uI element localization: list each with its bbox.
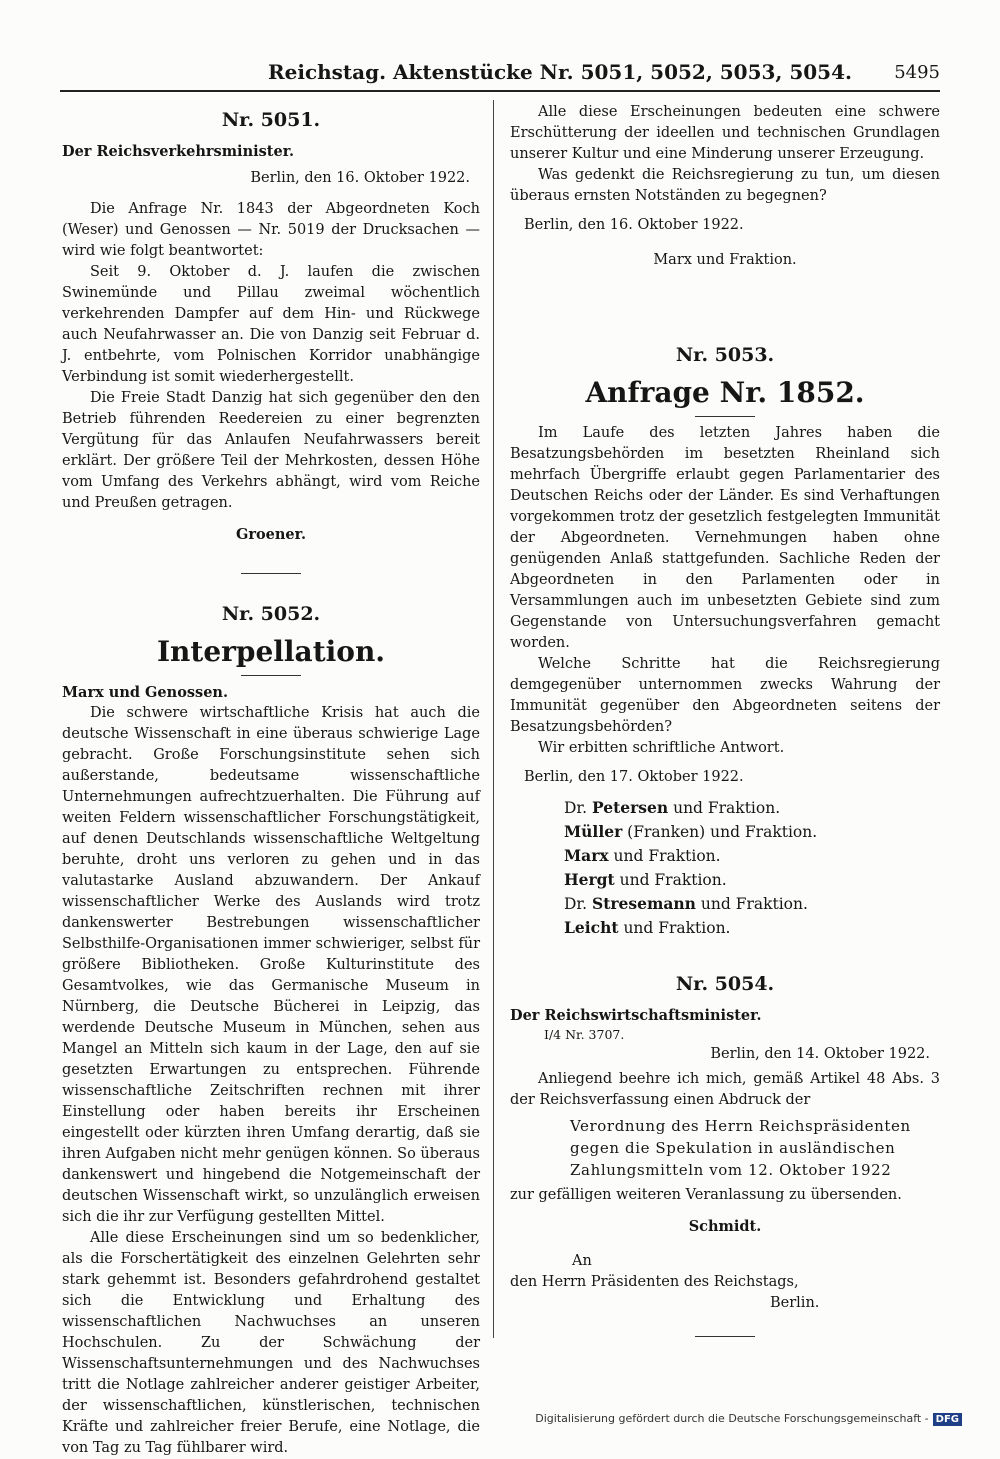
- doc-5052-place-date: Berlin, den 16. Oktober 1922.: [524, 217, 744, 233]
- doc-5053-signatories: [510, 796, 940, 940]
- doc-5054-closing: zur gefälligen weiteren Veranlassung zu übersenden.: [510, 1187, 902, 1203]
- doc-5052-continuation: Was gedenkt die Reichsregierung zu tun, um diesen überaus ernsten Notständen zu begegnen?: [510, 167, 940, 204]
- doc-5053-paragraph: Welche Schritte hat die Reichsregierung demgegenüber unternommen zwecks Wahrung der Immunität gegenüber den Abgeordneten seitens der Besatzungsbehörden?: [510, 656, 940, 735]
- signatory-line: Marx und Fraktion.: [564, 846, 721, 865]
- doc-5052-title: Interpellation.: [156, 635, 386, 668]
- doc-5052-signature: Marx und Fraktion.: [653, 252, 797, 268]
- doc-5052-paragraph: Die schwere wirtschaftliche Krisis hat auch die deutsche Wissenschaft in eine überaus schwierige Lage gebracht. Große Forschungsinstitute sehen sich außerstande, bedeutsame wissenschaftliche Unternehmungen aufrechtzuerhalten. Die Führung auf weiten Feldern wissenschaftlicher Forschungstätigkeit, auf denen Deutschlands wissenschaftliche Weltgeltung beruhte, droht uns verloren zu gehen und in das valutastarke Ausland abzuwandern. Der Ankauf wissenschaftlicher Werke des Auslands wird trotz dankenswerter Bestrebungen wissenschaftlicher Selbsthilfe-Organisationen immer schwieriger, selbst für größere Bibliotheken. Große Kulturinstitute des Gesamtvolkes, wie das Germanische Museum in Nürnberg, die Deutsche Bücherei in Leipzig, das werdende Deutsche Museum in München, sehen aus Mangel an Mitteln sich kaum in der Lage, den auf sie gesetzten Erwartungen zu entsprechen. Führende wissenschaftliche Zeitschriften rechnen mit ihrer Einstellung oder haben bereits ihr Erscheinen eingestellt oder kürzten ihren Umfang derartig, daß sie ihren Aufgaben nicht mehr genügen können. So überaus dankenswert und hingebend die Notgemeinschaft der deutschen Wissenschaft wirkt, so unzulänglich erweisen sich die ihr zur Verfügung gestellten Mittel.: [62, 705, 480, 1225]
- signatory-line: Hergt und Fraktion.: [564, 870, 727, 889]
- doc-5051-paragraph: Die Freie Stadt Danzig hat sich gegenüber den den Betrieb führenden Reedereien zu einer begrenzten Vergütung für das Anlaufen Neufahrwassers bereit erklärt. Der größere Teil der Mehrkosten, dessen Höhe vom Umfang des Verkehrs abhängt, wird vom Reiche und Preußen getragen.: [62, 390, 480, 511]
- doc-5054-reference: I/4 Nr. 3707.: [544, 1027, 625, 1042]
- dfg-logo: DFG: [933, 1413, 962, 1426]
- title-separator: [695, 416, 755, 417]
- quote-line: Verordnung des Herrn Reichspräsidenten: [570, 1117, 911, 1135]
- doc-5053-number: Nr. 5053.: [675, 344, 775, 366]
- doc-5054-address-line: An: [572, 1253, 592, 1269]
- page-title: Reichstag. Aktenstücke Nr. 5051, 5052, 5053, 5054.: [268, 60, 852, 84]
- signatory-line: Müller (Franken) und Fraktion.: [564, 822, 818, 841]
- spacer: [510, 277, 940, 337]
- quote-line: gegen die Spekulation in ausländischen: [570, 1139, 896, 1157]
- doc-5051-signature: Groener.: [235, 526, 307, 543]
- doc-5054-signature: Schmidt.: [688, 1218, 762, 1235]
- doc-5053-paragraph: Im Laufe des letzten Jahres haben die Besatzungsbehörden im besetzten Rheinland sich mehrfach Übergriffe erlaubt gegen Parlamentarier des Deutschen Reichs oder der Länder. Es sind Verhaftungen vorgekommen trotz der gesetzlich festgelegten Immunität der Abgeordneten. Vernehmungen haben ohne genügenden Anlaß stattgefunden. Sachliche Reden der Abgeordneten in den Parlamenten oder in Versammlungen auch im unbesetzten Gebiete sind zum Gegenstande von Untersuchungsverfahren gemacht worden.: [510, 425, 940, 651]
- doc-5052-continuation: Alle diese Erscheinungen bedeuten eine schwere Erschütterung der ideellen und technischen Grundlagen unserer Kultur und eine Minderung unserer Erzeugung.: [510, 104, 940, 162]
- signatory-line: Leicht und Fraktion.: [564, 918, 731, 937]
- doc-5054-quote: [510, 1115, 940, 1181]
- signatory-line: Dr. Petersen und Fraktion.: [564, 798, 781, 817]
- section-separator: [241, 573, 301, 574]
- doc-5054-intro: Anliegend beehre ich mich, gemäß Artikel 48 Abs. 3 der Reichsverfassung einen Abdruck der: [510, 1071, 940, 1108]
- footer-credit: [535, 1412, 962, 1426]
- doc-5054-address-line: Berlin.: [770, 1295, 820, 1311]
- right-column: [510, 102, 940, 1348]
- end-separator: [695, 1336, 755, 1337]
- doc-5052-number: Nr. 5052.: [221, 603, 321, 625]
- doc-5051-place-date: Berlin, den 16. Oktober 1922.: [250, 170, 470, 186]
- doc-5054-sender: Der Reichswirtschaftsminister.: [510, 1007, 762, 1024]
- footer-text: Digitalisierung gefördert durch die Deutsche Forschungsgemeinschaft -: [535, 1412, 929, 1425]
- signatory-line: Dr. Stresemann und Fraktion.: [564, 894, 808, 913]
- page-header: [60, 56, 940, 92]
- quote-line: Zahlungsmitteln vom 12. Oktober 1922: [570, 1161, 892, 1179]
- spacer: [510, 940, 940, 966]
- doc-5051-paragraph: Die Anfrage Nr. 1843 der Abgeordneten Koch (Weser) und Genossen — Nr. 5019 der Drucksachen — wird wie folgt beantwortet:: [62, 201, 480, 259]
- doc-5054-place-date: Berlin, den 14. Oktober 1922.: [710, 1046, 930, 1062]
- doc-5053-place-date: Berlin, den 17. Oktober 1922.: [524, 769, 744, 785]
- doc-5054-address-line: den Herrn Präsidenten des Reichstags,: [510, 1274, 799, 1290]
- doc-5052-paragraph: Alle diese Erscheinungen sind um so bedenklicher, als die Forschertätigkeit des einzelnen Gelehrten sehr stark gehemmt ist. Besonders gefahrdrohend gestaltet sich die Entwicklung und Erhaltung des wissenschaftlichen Nachwuchses an unseren Hochschulen. Zu der Schwächung der Wissenschaftsunternehmungen und des Nachwuchses tritt die Notlage zahlreicher anderer geistiger Arbeiter, der wissenschaftlichen, künstlerischen, technischen Kräfte und zahlreicher freier Berufe, eine Notlage, die von Tag zu Tag fühlbarer wird.: [62, 1230, 480, 1456]
- doc-5051-sender: Der Reichsverkehrsminister.: [62, 143, 295, 160]
- column-divider: [493, 100, 494, 1338]
- doc-5053-title: Anfrage Nr. 1852.: [585, 376, 865, 409]
- doc-5052-authors: Marx und Genossen.: [62, 684, 229, 701]
- title-separator: [241, 675, 301, 676]
- doc-5051-paragraph: Seit 9. Oktober d. J. laufen die zwischen Swinemünde und Pillau zweimal wöchentlich verkehrenden Dampfer auf dem Hin- und Rückwege auch Neufahrwasser an. Die von Danzig seit Februar d. J. entbehrte, vom Polnischen Korridor unabhängige Verbindung ist somit wiederhergestellt.: [62, 264, 480, 385]
- page-number: 5495: [894, 62, 940, 83]
- doc-5053-request: Wir erbitten schriftliche Antwort.: [538, 740, 785, 756]
- doc-5051-number: Nr. 5051.: [221, 109, 321, 131]
- doc-5054-number: Nr. 5054.: [675, 973, 775, 995]
- left-column: [62, 102, 480, 1456]
